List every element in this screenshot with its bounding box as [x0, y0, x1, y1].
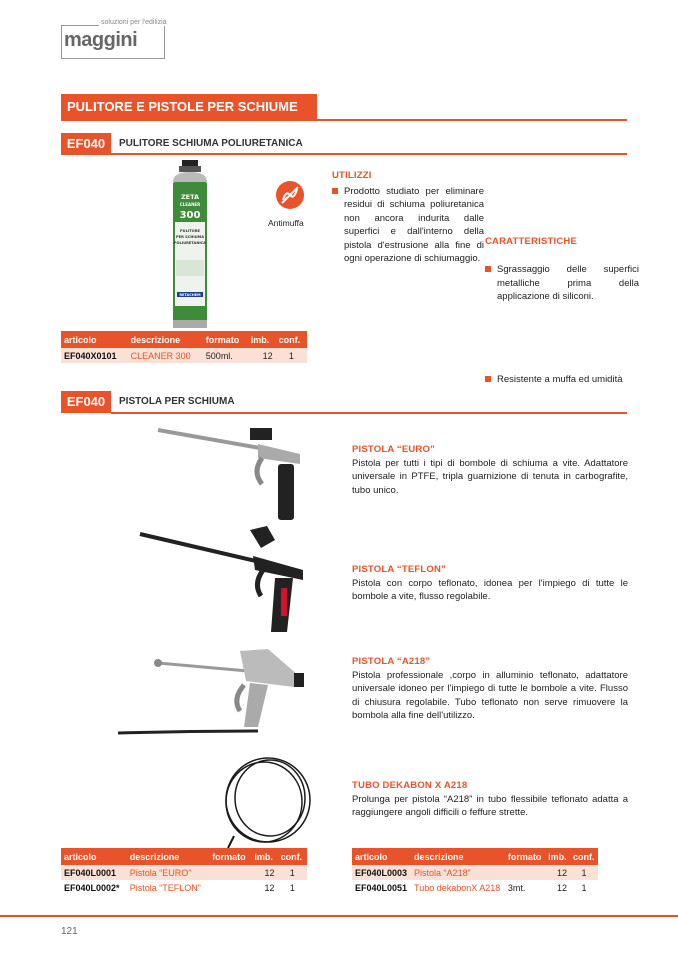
col-imb: imb.	[248, 331, 276, 348]
pistole-table-right	[352, 848, 598, 895]
product-euro-name: PISTOLA “EURO”	[352, 444, 436, 455]
col-articolo: articolo	[352, 848, 411, 865]
can-number: 300	[179, 210, 201, 221]
brand-tagline: soluzioni per l'edilizia	[101, 19, 167, 26]
cell-descrizione: Pistola “TEFLON”	[129, 882, 201, 893]
cell-formato	[209, 865, 251, 880]
col-descrizione: descrizione	[128, 331, 203, 348]
cell-conf: 1	[276, 348, 307, 363]
col-descrizione: descrizione	[411, 848, 505, 865]
col-descrizione: descrizione	[127, 848, 209, 865]
section1-code: EF040	[61, 133, 111, 155]
can-product: CLEANER	[179, 202, 201, 207]
col-imb: imb.	[251, 848, 277, 865]
tubo-dekabon-image	[210, 752, 320, 850]
pistola-teflon-image	[135, 522, 310, 637]
table-row	[61, 865, 307, 880]
cell-formato	[209, 880, 251, 895]
cell-imb: 12	[545, 865, 570, 880]
can-line-3: POLIURETANICA	[173, 241, 207, 245]
cell-imb: 12	[556, 882, 567, 893]
cell-conf: 1	[570, 865, 598, 880]
footer-line	[0, 915, 678, 917]
can-line-1: PULITORE	[180, 229, 200, 233]
product-teflon-desc: Pistola con corpo teflonato, idonea per l'impiego di tutte le bombole a vite, flusso regolabile.	[352, 578, 628, 603]
product-tubo-name: TUBO DEKABON X A218	[352, 780, 468, 791]
col-conf: conf.	[276, 331, 307, 348]
table-header-row	[61, 331, 307, 348]
product-teflon-name: PISTOLA “TEFLON”	[352, 564, 446, 575]
col-imb: imb.	[545, 848, 570, 865]
col-conf: conf.	[570, 848, 598, 865]
table-row	[352, 865, 598, 880]
cell-articolo: EF040L0002*	[64, 882, 120, 893]
can-line-2: PER SCHIUMA	[176, 235, 204, 239]
col-conf: conf.	[278, 848, 307, 865]
product-euro-desc: Pistola per tutti i tipi di bombole di schiuma a vite. Adattatore universale in PTFE, tripla guarnizione di tenuta in carbografite, tubo unico.	[352, 458, 628, 496]
col-articolo: articolo	[61, 848, 127, 865]
caratteristiche-text: Resistente a muffa ed umidità	[485, 373, 639, 386]
cell-formato: 500ml.	[203, 348, 248, 363]
cell-formato: 3mt.	[507, 882, 526, 893]
pistola-euro-image	[150, 420, 310, 525]
cell-descrizione: Pistola “EURO”	[127, 865, 209, 880]
cell-conf: 1	[278, 865, 307, 880]
pistola-a218-image	[118, 645, 308, 745]
table-header-row	[352, 848, 598, 865]
cell-articolo: EF040L0051	[355, 882, 408, 893]
brand-name: maggini	[64, 29, 138, 51]
page-number: 121	[61, 926, 78, 937]
can-maker: RETACHEM	[179, 293, 201, 297]
utilizzi-heading: UTILIZZI	[332, 170, 372, 181]
section2-code: EF040	[61, 391, 111, 413]
col-formato: formato	[505, 848, 545, 865]
caratteristiche-heading: CARATTERISTICHE	[485, 236, 578, 247]
cell-imb: 12	[248, 348, 276, 363]
table-row	[352, 880, 598, 895]
main-title: PULITORE E PISTOLE PER SCHIUME	[61, 94, 317, 119]
utilizzi-text-2: Sgrassaggio delle superfici metalliche prima della applicazione di siliconi.	[485, 263, 639, 303]
cell-formato	[505, 865, 545, 880]
section2-title: PISTOLA PER SCHIUMA	[119, 396, 235, 407]
antimuffa-label: Antimuffa	[268, 218, 304, 228]
section1-underline	[111, 153, 627, 155]
cell-descrizione: Tubo dekabonX A218	[414, 882, 501, 893]
pistole-table-left	[61, 848, 307, 895]
cell-imb: 12	[264, 882, 275, 893]
cell-articolo: EF040L0003	[352, 865, 411, 880]
cleaner-table	[61, 331, 307, 363]
can-brand: ZETA	[180, 193, 200, 201]
cell-descrizione: Pistola “A218”	[411, 865, 505, 880]
col-formato: formato	[203, 331, 248, 348]
cell-descrizione: CLEANER 300	[128, 348, 203, 363]
cell-conf: 1	[289, 882, 295, 893]
table-row	[61, 348, 307, 363]
table-row	[61, 880, 307, 895]
cell-imb: 12	[251, 865, 277, 880]
antimuffa-icon	[275, 180, 305, 210]
cell-conf: 1	[581, 882, 587, 893]
cell-articolo: EF040X0101	[61, 348, 128, 363]
cell-articolo: EF040L0001	[61, 865, 127, 880]
col-formato: formato	[209, 848, 251, 865]
utilizzi-text: Prodotto studiato per eliminare residui di schiuma poliuretanica non ancora indurita dalle superfici e dall'interno della pistola d'estrusione alla fine di ogni operazione di schiumaggio.	[332, 185, 484, 265]
product-tubo-desc: Prolunga per pistola “A218” in tubo flessibile teflonato adatta a raggiungere angoli difficili o feffure strette.	[352, 794, 628, 819]
product-a218-desc: Pistola professionale ,corpo in alluminio teflonato, adattatore universale idoneo per l'impiego di tutte le bombole a vite. Flusso di chiusura regolabile. Tubo teflonato non serve rimuovere la bombola alla fine dell'utilizzo.	[352, 670, 628, 722]
col-articolo: articolo	[61, 331, 128, 348]
section1-title: PULITORE SCHIUMA POLIURETANICA	[119, 138, 303, 149]
table-header-row	[61, 848, 307, 865]
main-title-underline	[61, 119, 627, 121]
product-a218-name: PISTOLA “A218”	[352, 656, 431, 667]
section2-underline	[111, 412, 627, 414]
cleaner-can-image	[165, 160, 215, 330]
